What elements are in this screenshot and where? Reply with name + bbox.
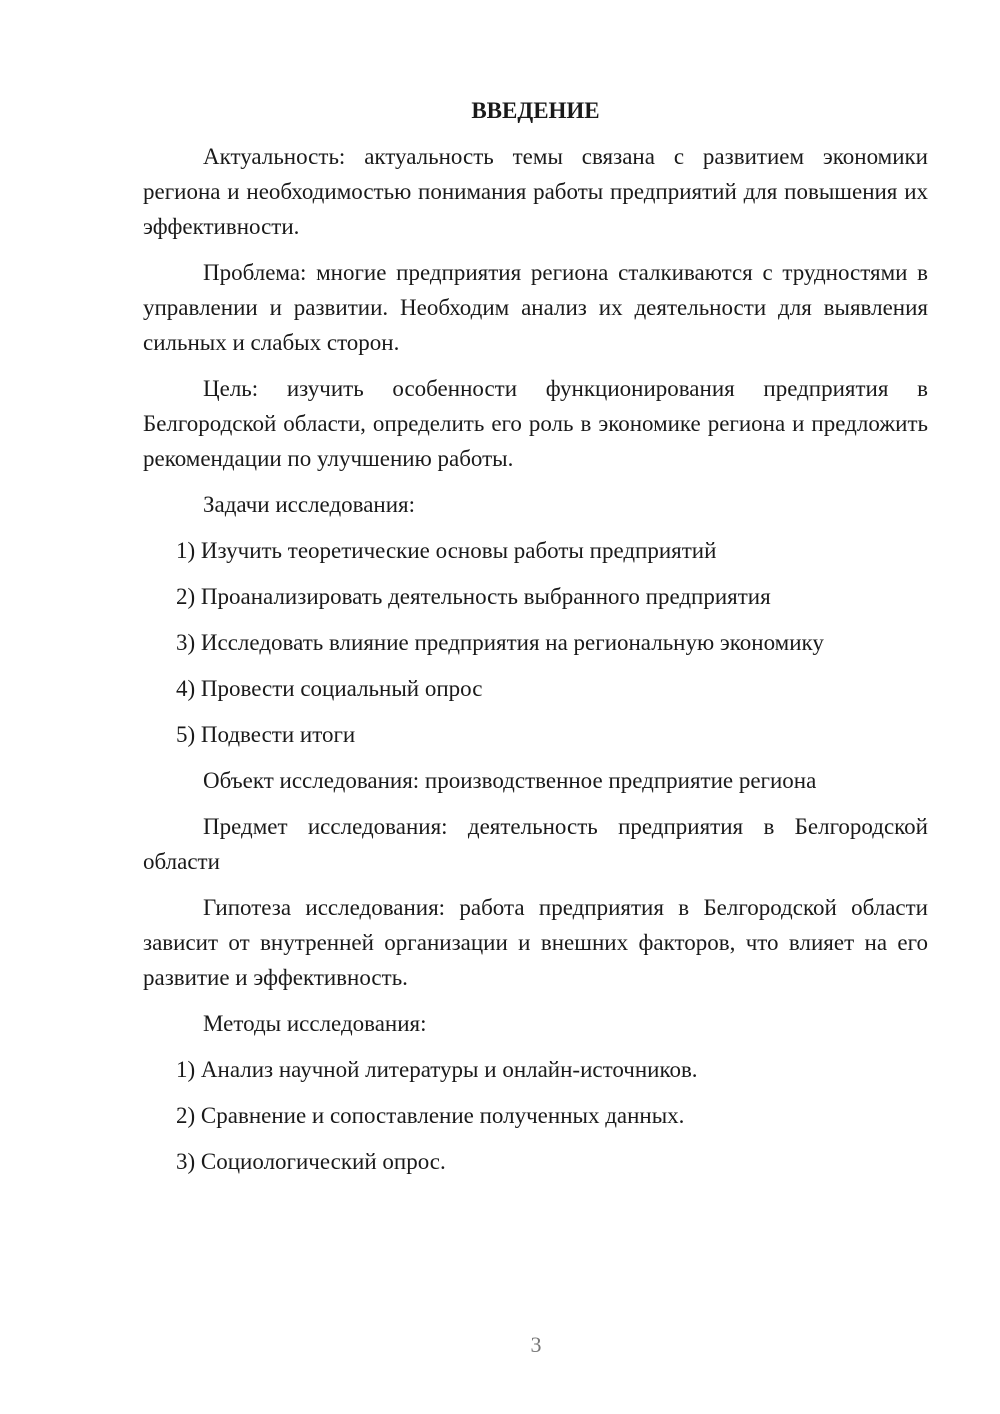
list-item: 1) Анализ научной литературы и онлайн-источников. [176,1057,698,1082]
list-item: 2) Проанализировать деятельность выбранного предприятия [176,584,771,609]
list-item: 3) Социологический опрос. [176,1149,446,1174]
methods-heading: Методы исследования: [203,1011,427,1036]
goal-paragraph: Цель: изучить особенности функционирования предприятия в Белгородской области, определить его роль в экономике региона и предложить рекомендации по улучшению работы. [143,376,928,471]
subject-paragraph: Предмет исследования: деятельность предприятия в Белгородской области [143,814,928,874]
page-number: 3 [530,1332,542,1357]
tasks-heading: Задачи исследования: [203,492,416,517]
list-item: 5) Подвести итоги [176,722,356,747]
list-item: 1) Изучить теоретические основы работы предприятий [176,538,717,563]
list-item: 3) Исследовать влияние предприятия на региональную экономику [176,630,824,655]
object-paragraph: Объект исследования: производственное предприятие региона [203,768,817,793]
relevance-paragraph: Актуальность: актуальность темы связана с развитием экономики региона и необходимостью понимания работы предприятий для повышения их эффективности. [143,144,928,239]
list-item: 4) Провести социальный опрос [176,676,483,701]
page-title: ВВЕДЕНИЕ [471,98,600,123]
tasks-list [143,533,928,752]
list-item: 2) Сравнение и сопоставление полученных данных. [176,1103,685,1128]
hypothesis-paragraph: Гипотеза исследования: работа предприятия в Белгородской области зависит от внутренней организации и внешних факторов, что влияет на его развитие и эффективность. [143,895,928,990]
methods-list [143,1052,928,1179]
document-body [143,93,928,1190]
problem-paragraph: Проблема: многие предприятия региона сталкиваются с трудностями в управлении и развитии. Необходим анализ их деятельности для выявления сильных и слабых сторон. [143,260,928,355]
